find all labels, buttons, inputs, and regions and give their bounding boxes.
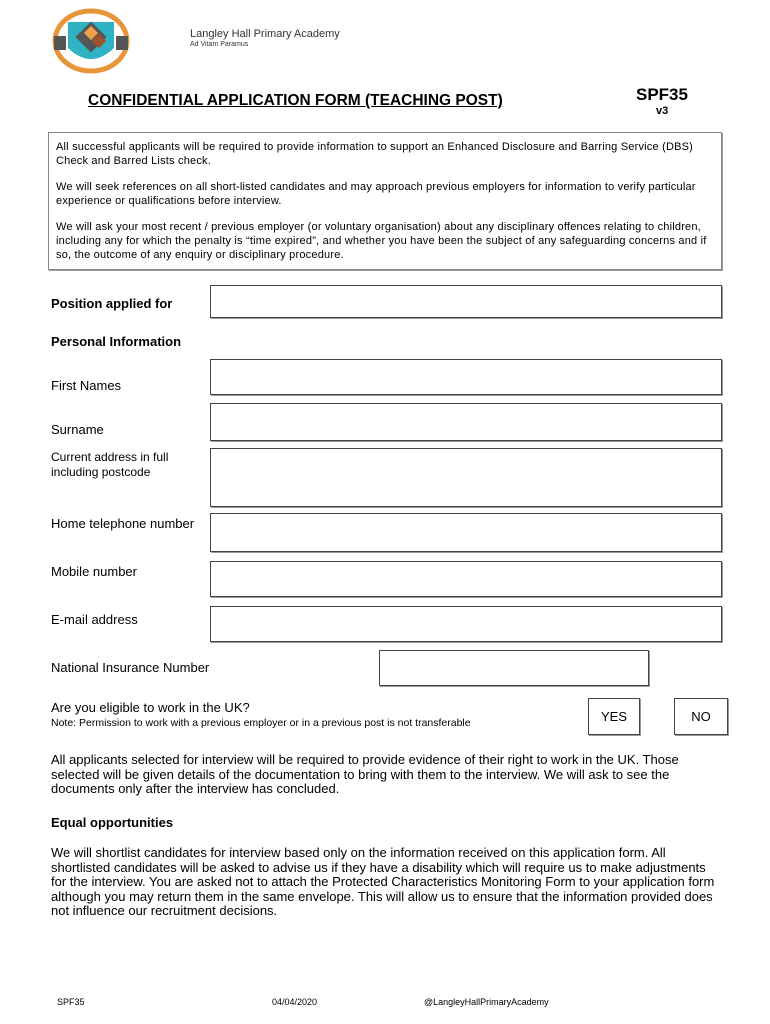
school-motto: Ad Vitam Paramus <box>190 41 249 48</box>
eligibility-question: Are you eligible to work in the UK? <box>51 700 250 715</box>
first-names-input[interactable] <box>210 359 722 395</box>
home-telephone-label: Home telephone number <box>51 516 195 531</box>
notice-disciplinary: We will ask your most recent / previous employer (or voluntary organisation) about any disciplinary offences relating to children, including any for which the penalty is “time expired”, and whether you have been the subject of any safeguarding concerns and if so, the outcome of any enquiry or disciplinary procedure. <box>56 221 707 261</box>
surname-label: Surname <box>51 422 104 437</box>
footer-date: 04/04/2020 <box>272 997 318 1007</box>
home-telephone-input[interactable] <box>210 513 722 552</box>
address-input[interactable] <box>210 448 722 507</box>
notice-references: We will seek references on all short-listed candidates and may approach previous employers for information to verify particular experience or qualifications before interview. <box>56 181 696 207</box>
mobile-label: Mobile number <box>51 564 137 579</box>
form-code: SPF35 <box>636 85 688 104</box>
surname-input[interactable] <box>210 403 722 441</box>
form-version: v3 <box>656 105 669 117</box>
position-input[interactable] <box>210 285 722 318</box>
eligible-no-box[interactable]: NO <box>674 698 728 735</box>
email-label: E-mail address <box>51 612 138 627</box>
mobile-input[interactable] <box>210 561 722 597</box>
footer-social-handle: @LangleyHallPrimaryAcademy <box>424 997 549 1007</box>
ni-number-input[interactable] <box>379 650 649 686</box>
equal-opportunities-heading: Equal opportunities <box>51 815 174 830</box>
address-label-line2: including postcode <box>51 465 151 479</box>
right-to-work-paragraph: All applicants selected for interview will be required to provide evidence of their right to work in the UK. Those selected will be given details of the documentation to bring with them to the interview. We will ask to see the documents only after the interview has concluded. <box>51 752 679 796</box>
first-names-label: First Names <box>51 378 122 393</box>
eligibility-note: Note: Permission to work with a previous employer or in a previous post is not transferable <box>51 717 471 729</box>
footer-form-code: SPF35 <box>57 997 85 1007</box>
notice-dbs: All successful applicants will be required to provide information to support an Enhanced Disclosure and Barring Service (DBS) Check and Barred Lists check. <box>56 141 694 167</box>
address-label-line1: Current address in full <box>51 450 169 464</box>
email-input[interactable] <box>210 606 722 642</box>
school-crest-logo <box>50 8 132 74</box>
personal-information-heading: Personal Information <box>51 334 182 349</box>
eligible-yes-box[interactable]: YES <box>588 698 640 735</box>
safeguarding-notice <box>48 132 722 270</box>
position-label: Position applied for <box>51 296 173 311</box>
ni-number-label: National Insurance Number <box>51 660 210 675</box>
school-name: Langley Hall Primary Academy <box>190 28 340 40</box>
equal-opportunities-paragraph: We will shortlist candidates for interview based only on the information received on this application form. All shortlisted candidates will be asked to advise us if they have a disability which will require us to make adjustments for the interview. You are asked not to attach the Protected Characteristics Monitoring Form to your application form although you may return them in the same envelope. This will allow us to ensure that the information provided does not influence our recruitment decisions. <box>51 845 715 918</box>
form-title: CONFIDENTIAL APPLICATION FORM (TEACHING POST) <box>88 92 503 109</box>
